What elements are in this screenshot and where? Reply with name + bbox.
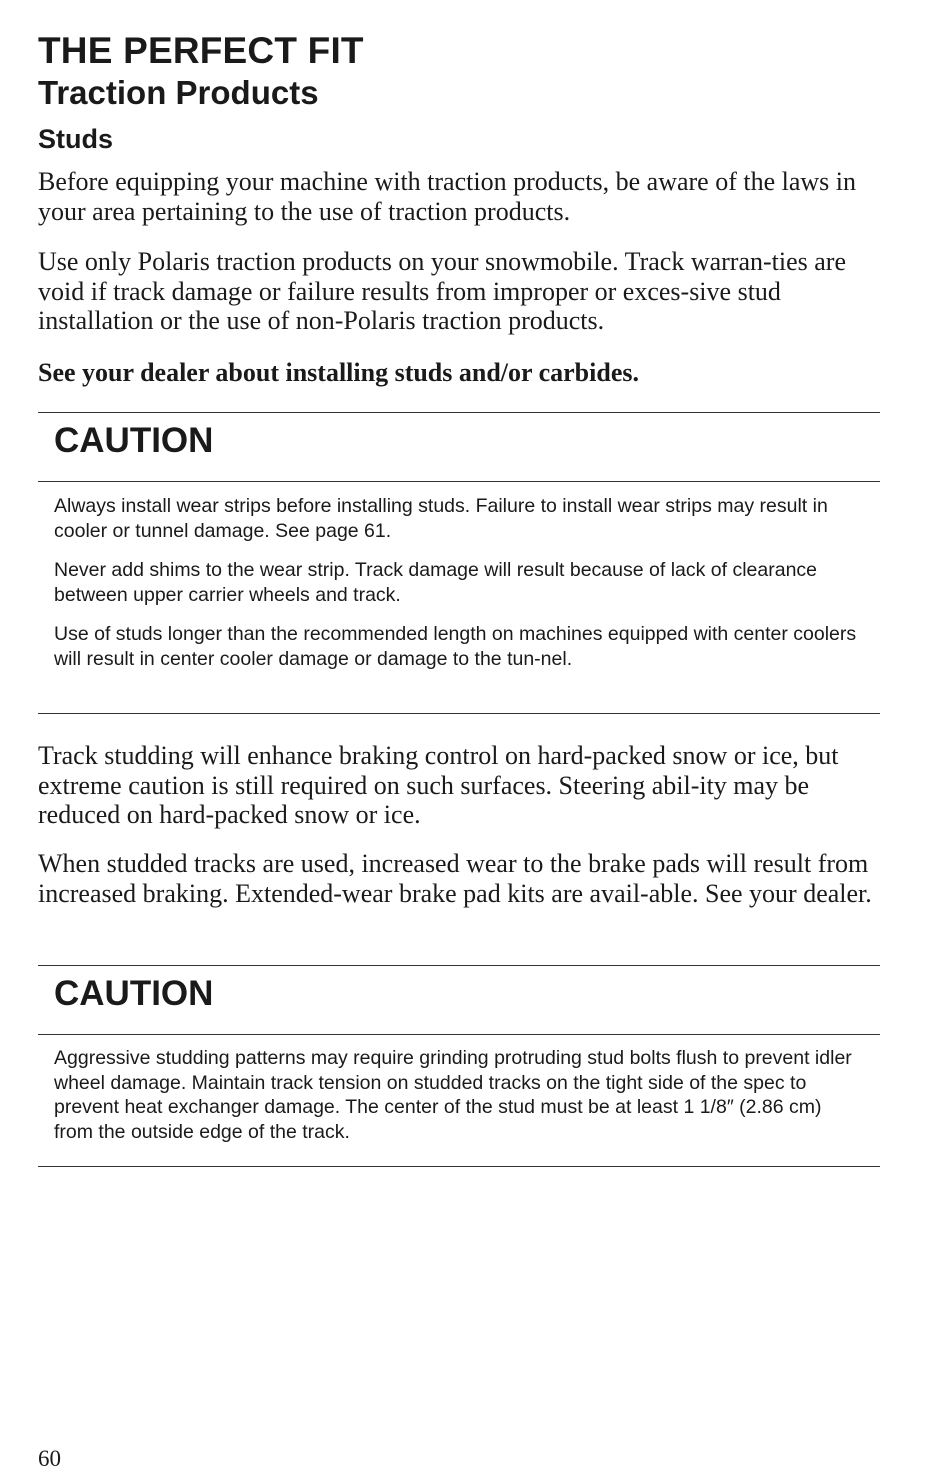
subsection-title: Studs — [38, 124, 114, 154]
intro-paragraph-1: Before equipping your machine with traction products, be aware of the laws in your area pertaining to the use of traction products. — [38, 167, 857, 226]
caution2-title: CAUTION — [54, 974, 214, 1013]
caution1-bottom-rule — [38, 713, 880, 714]
caution1-item-1: Always install wear strips before installing studs. Failure to install wear strips may result in cooler or tunnel damage. See page 61. — [54, 495, 828, 542]
caution2-top-rule — [38, 965, 880, 966]
caution1-item-2: Never add shims to the wear strip. Track damage will result because of lack of clearance between upper carrier wheels and track. — [54, 559, 818, 606]
caution2-divider — [38, 1034, 880, 1035]
section-title: Traction Products — [38, 74, 319, 111]
intro-paragraph-2: Use only Polaris traction products on your snowmobile. Track warran-ties are void if track damage or failure results from improper or exces-sive stud installation or the use of non-Polaris traction products. — [38, 247, 847, 335]
caution1-title: CAUTION — [54, 421, 214, 460]
page-number: 60 — [38, 1446, 61, 1471]
caution1-item-3: Use of studs longer than the recommended length on machines equipped with center coolers will result in center cooler damage or damage to the tun-nel. — [54, 623, 857, 670]
caution2-item-1: Aggressive studding patterns may require grinding protruding stud bolts flush to prevent idler wheel damage. Maintain track tension on studded tracks on the tight side of the spec to prevent heat exchanger damage. The center of the stud must be at least 1 1/8″ (2.86 cm) from the outside edge of the track. — [54, 1047, 852, 1143]
caution1-top-rule — [38, 412, 880, 413]
mid-paragraph-1: Track studding will enhance braking control on hard-packed snow or ice, but extreme caution is still required on such surfaces. Steering abil-ity may be reduced on hard-packed snow or ice. — [38, 741, 839, 829]
caution2-bottom-rule — [38, 1166, 880, 1167]
mid-paragraph-2: When studded tracks are used, increased wear to the brake pads will result from increased braking. Extended-wear brake pad kits are avail-able. See your dealer. — [38, 849, 872, 908]
caution1-divider — [38, 481, 880, 482]
page-title: THE PERFECT FIT — [38, 30, 364, 71]
dealer-note: See your dealer about installing studs and/or carbides. — [38, 358, 639, 387]
